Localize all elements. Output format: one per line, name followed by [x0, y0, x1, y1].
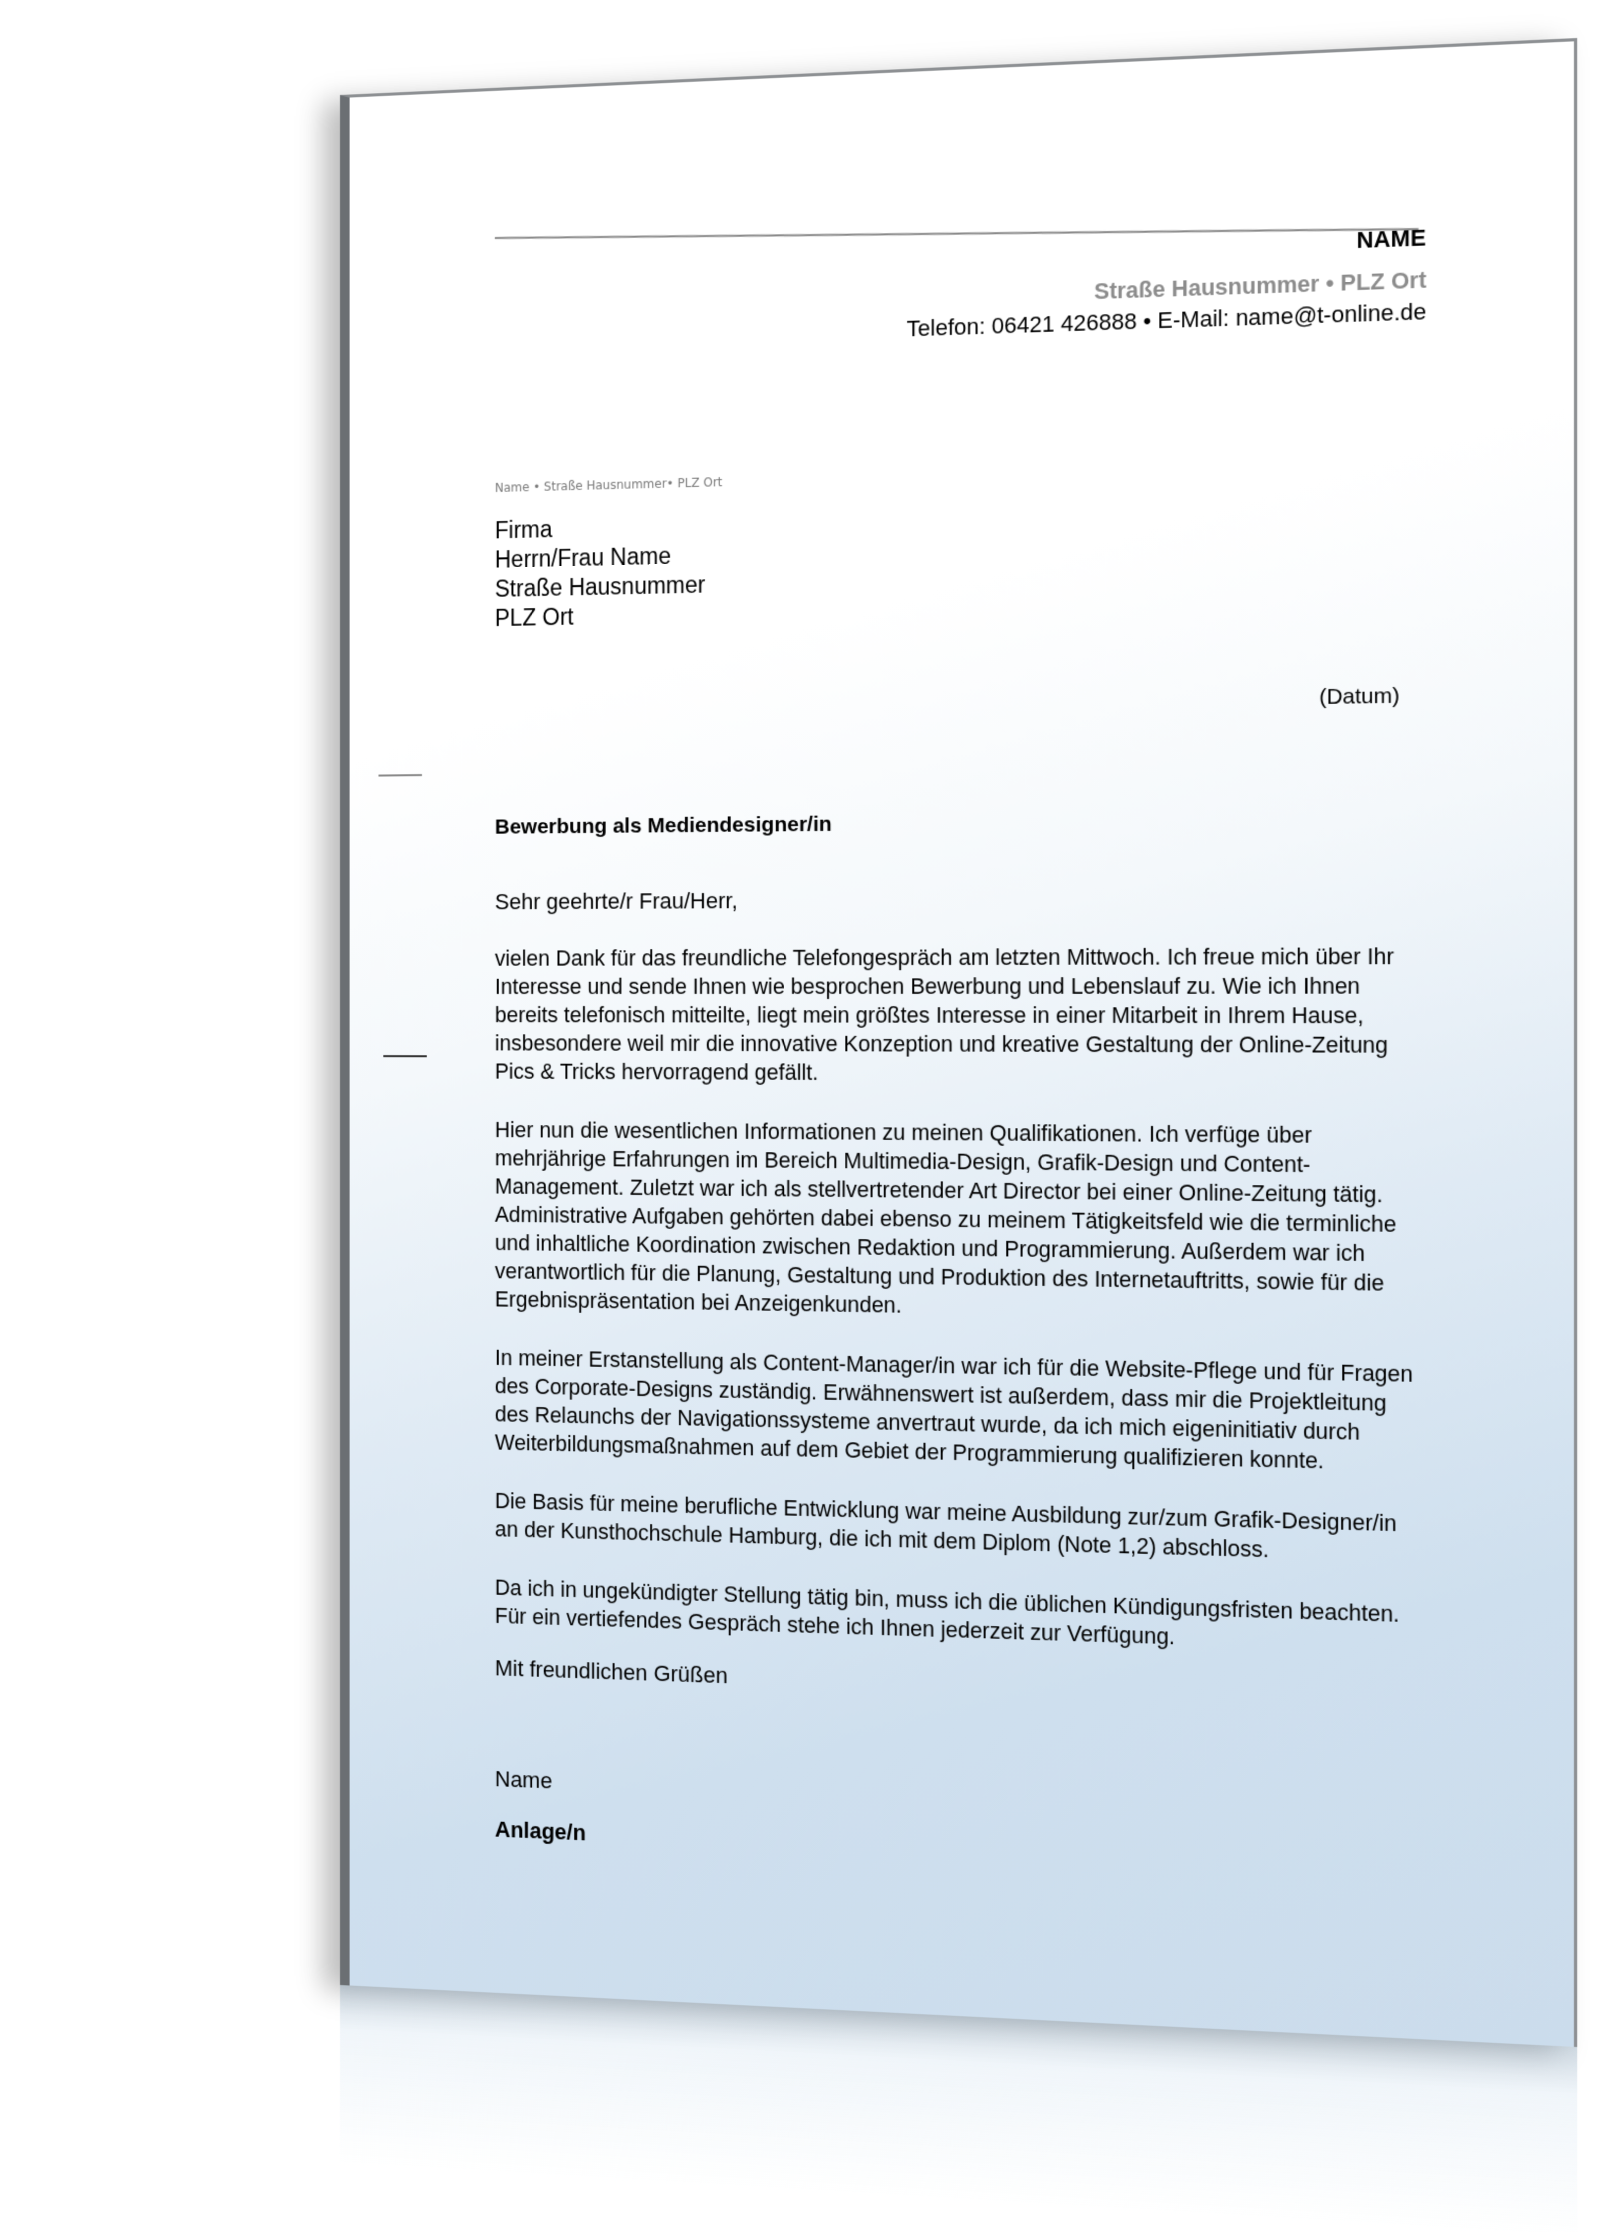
punch-mark	[383, 1055, 427, 1057]
recipient-street: Straße Hausnummer	[494, 571, 706, 602]
recipient-person: Herrn/Frau Name	[494, 542, 671, 573]
body-paragraph: In meiner Erstanstellung als Content-Manager/in war ich für die Website-Pflege und für Fragen des Corporate-Designs zuständig. Erwähnenswert ist außerdem, dass mir die Projektleitung des Relaunchs der Navigationssysteme anvertraut wurde, da ich mich eigeninitiativ durch Weiterbildungsmaßnahmen auf dem Gebiet der Programmierung qualifizieren konnte.	[494, 1345, 1414, 1474]
letter-content	[340, 38, 1577, 2047]
recipient-city: PLZ Ort	[494, 603, 574, 632]
sender-contact: Telefon: 06421 426888 • E-Mail: name@t-online.de	[906, 298, 1427, 342]
letter-subject: Bewerbung als Mediendesigner/in	[494, 812, 832, 839]
signature-name: Name	[494, 1765, 553, 1794]
return-address-line: Name • Straße Hausnummer• PLZ Ort	[494, 474, 723, 496]
body-paragraph: Die Basis für meine berufliche Entwicklung war meine Ausbildung zur/zum Grafik-Designer/in an der Kunsthochschule Hamburg, die ich mit dem Diplom (Note 1,2) abschloss.	[494, 1488, 1397, 1563]
body-paragraph: Hier nun die wesentlichen Informationen zu meinen Qualifikationen. Ich verfüge über mehrjährige Erfahrungen im Bereich Multimedia-Design, Grafik-Design und Content-Management. Zuletzt war ich als stellvertretender Art Director bei einer Online-Zeitung tätig. Administrative Aufgaben gehörten dabei ebenso zu meinem Tätigkeitsfeld wie die terminliche und inhaltliche Koordination zwischen Redaktion und Programmierung. Außerdem war ich verantwortlich für die Planung, Gestaltung und Produktion des Internetauftritts, sowie für die Ergebnispräsentation bei Anzeigenkunden.	[494, 1117, 1397, 1318]
letter-date: (Datum)	[1319, 683, 1400, 710]
body-paragraph: vielen Dank für das freundliche Telefongespräch am letzten Mittwoch. Ich freue mich über Ihr Interesse und sende Ihnen wie besprochen Bewerbung und Lebenslauf zu. Wie ich Ihnen bereits telefonisch mitteilte, liegt mein größtes Interesse in einer Mitarbeit in Ihrem Hause, insbesondere weil mir die innovative Konzeption und kreative Gestaltung der Online-Zeitung Pics & Tricks hervorragend gefällt.	[494, 944, 1394, 1086]
sender-name: NAME	[1356, 224, 1427, 254]
letter-sheet	[340, 38, 1577, 2047]
letter-closing: Mit freundlichen Grüßen	[494, 1655, 728, 1689]
fold-mark-top	[378, 774, 421, 777]
body-paragraph: Da ich in ungekündigter Stellung tätig bin, muss ich die üblichen Kündigungsfristen beachten. Für ein vertiefendes Gespräch stehe ich Ihnen jederzeit zur Verfügung.	[494, 1575, 1400, 1650]
recipient-company: Firma	[494, 515, 553, 544]
letter-body	[495, 942, 1414, 1691]
letter-salutation: Sehr geehrte/r Frau/Herr,	[494, 887, 738, 915]
letterhead-rule	[495, 228, 1419, 239]
recipient-block	[495, 511, 705, 633]
sender-address: Straße Hausnummer • PLZ Ort	[1094, 266, 1427, 305]
attachments-label: Anlage/n	[494, 1816, 586, 1846]
